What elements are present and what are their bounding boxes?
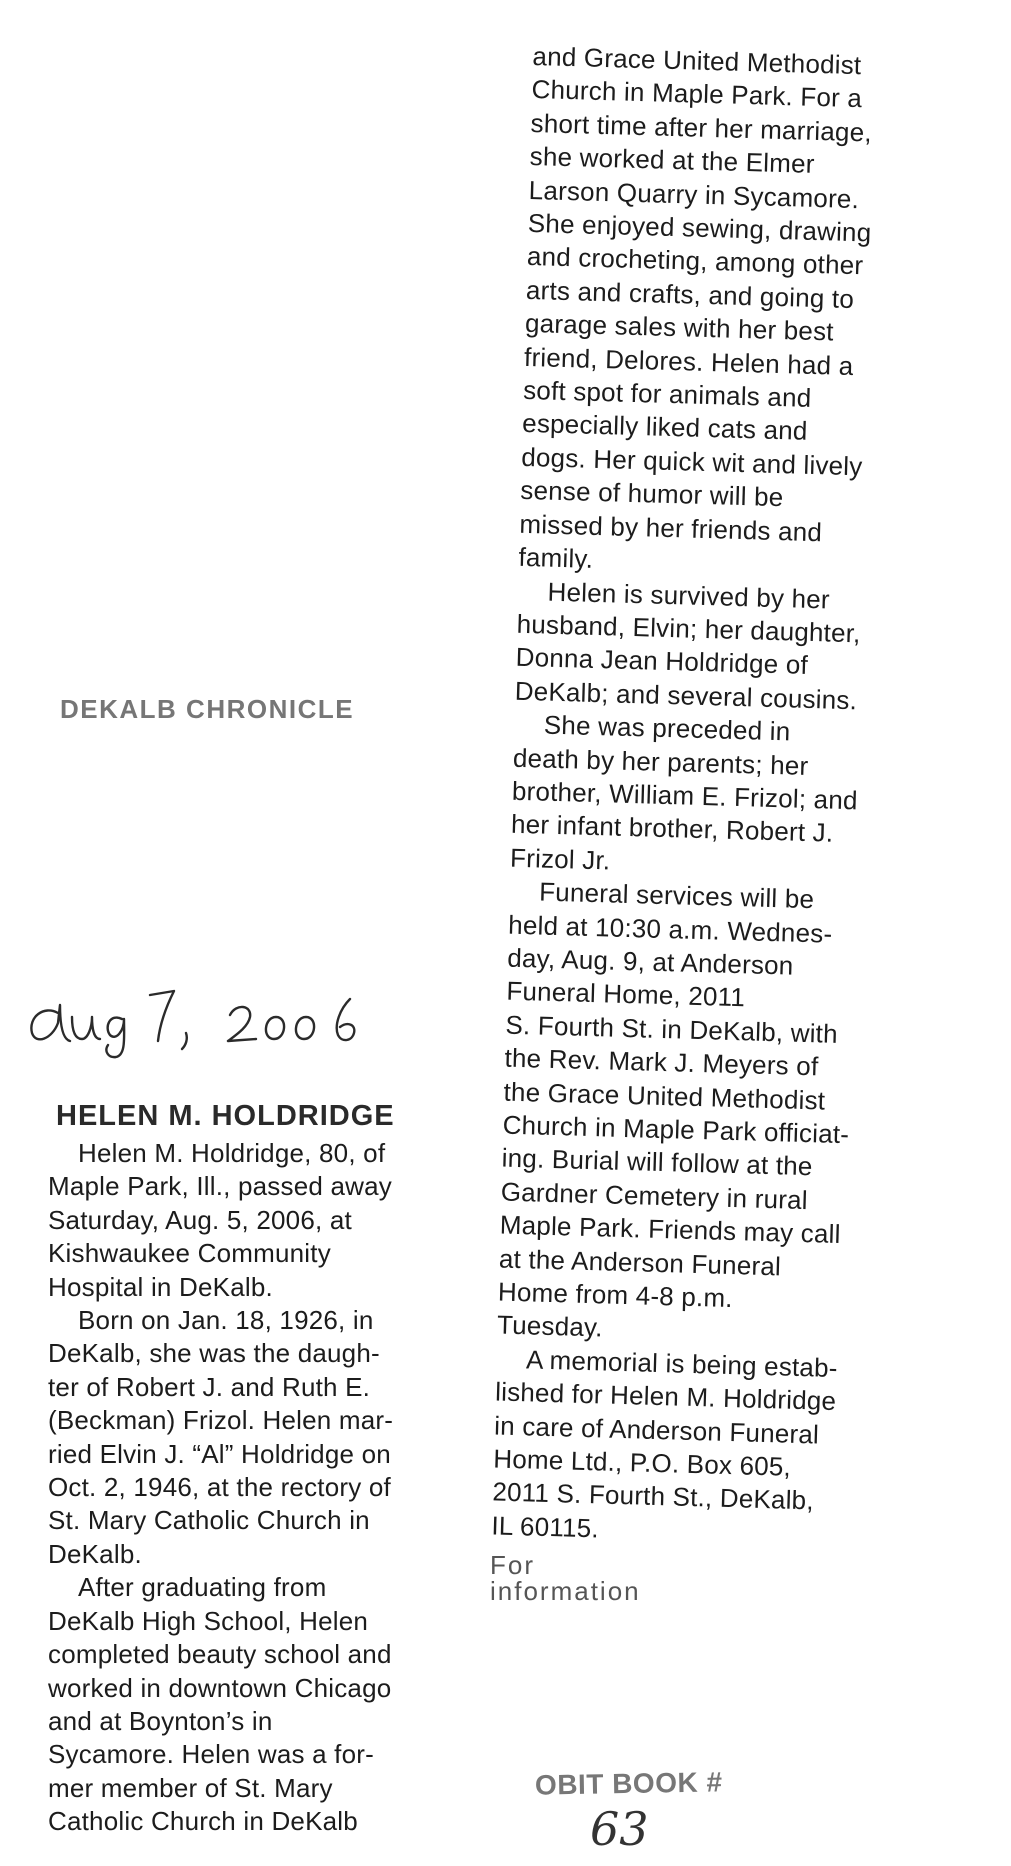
paragraph-preceded: She was preceded in death by her parents; her brother, William E. Frizol; and her infant brother, Robert J. Frizol Jr.: [509, 709, 859, 876]
obit-book-stamp: OBIT BOOK #: [534, 1766, 723, 1801]
publication-stamp: DEKALB CHRONICLE: [60, 694, 355, 724]
paragraph-survivors: Helen is survived by her husband, Elvin; her daughter, Donna Jean Holdridge of DeKalb; and several cousins.: [514, 576, 862, 716]
paragraph-memorial: A memorial is being estab- lished for Helen M. Holdridge in care of Anderson Funeral Home Ltd., P.O. Box 605, 2011 S. Fourth St., DeKalb, IL 60115.: [491, 1344, 839, 1544]
right-column: [491, 40, 923, 1554]
paragraph-continued: and Grace United Methodist Church in Maple Park. For a short time after her marriage, she worked at the Elmer Larson Quarry in Sycamore. She enjoyed sewing, drawing and crocheting, among other arts and crafts, and going to garage sales with her best friend, Delores. Helen had a soft spot for animals and especially liked cats and dogs. Her quick wit and lively sense of humor will be missed by her friends and family.: [518, 40, 873, 574]
left-column: [48, 1137, 433, 1839]
obit-book-number: 63: [590, 1802, 649, 1856]
paragraph-funeral: Funeral services will be held at 10:30 a.m. Wednes- day, Aug. 9, at Anderson Funeral Home, 2011 S. Fourth St. in DeKalb, with the Rev. Mark J. Meyers of the Grace United Methodist Church in Maple Park officiat- ing. Burial will follow at the Gardner Cemetery in rural Maple Park. Friends may call at the Anderson Funeral Home from 4-8 p.m. Tuesday.: [496, 876, 850, 1343]
handwritten-date-signature: [0, 965, 420, 1060]
paragraph-birth: Born on Jan. 18, 1926, in DeKalb, she was the daugh- ter of Robert J. and Ruth E. (Beckman) Frizol. Helen mar- ried Elvin J. “Al” Holdridge on Oct. 2, 1946, at the rectory of St. Mary Catholic Church in DeKalb.: [48, 1305, 394, 1569]
cut-off-text-inner: For information: [490, 1550, 641, 1606]
paragraph-career: After graduating from DeKalb High School, Helen completed beauty school and worked in downtown Chicago and at Boynton’s in Sycamore. Helen was a for- mer member of St. Mary Catholic Church in DeKalb: [48, 1572, 392, 1837]
paragraph-intro: Helen M. Holdridge, 80, of Maple Park, Ill., passed away Saturday, Aug. 5, 2006, at Kishwaukee Community Hospital in DeKalb.: [48, 1138, 392, 1302]
cut-off-text: [490, 1550, 680, 1606]
obituary-headline: HELEN M. HOLDRIDGE: [56, 1100, 395, 1132]
